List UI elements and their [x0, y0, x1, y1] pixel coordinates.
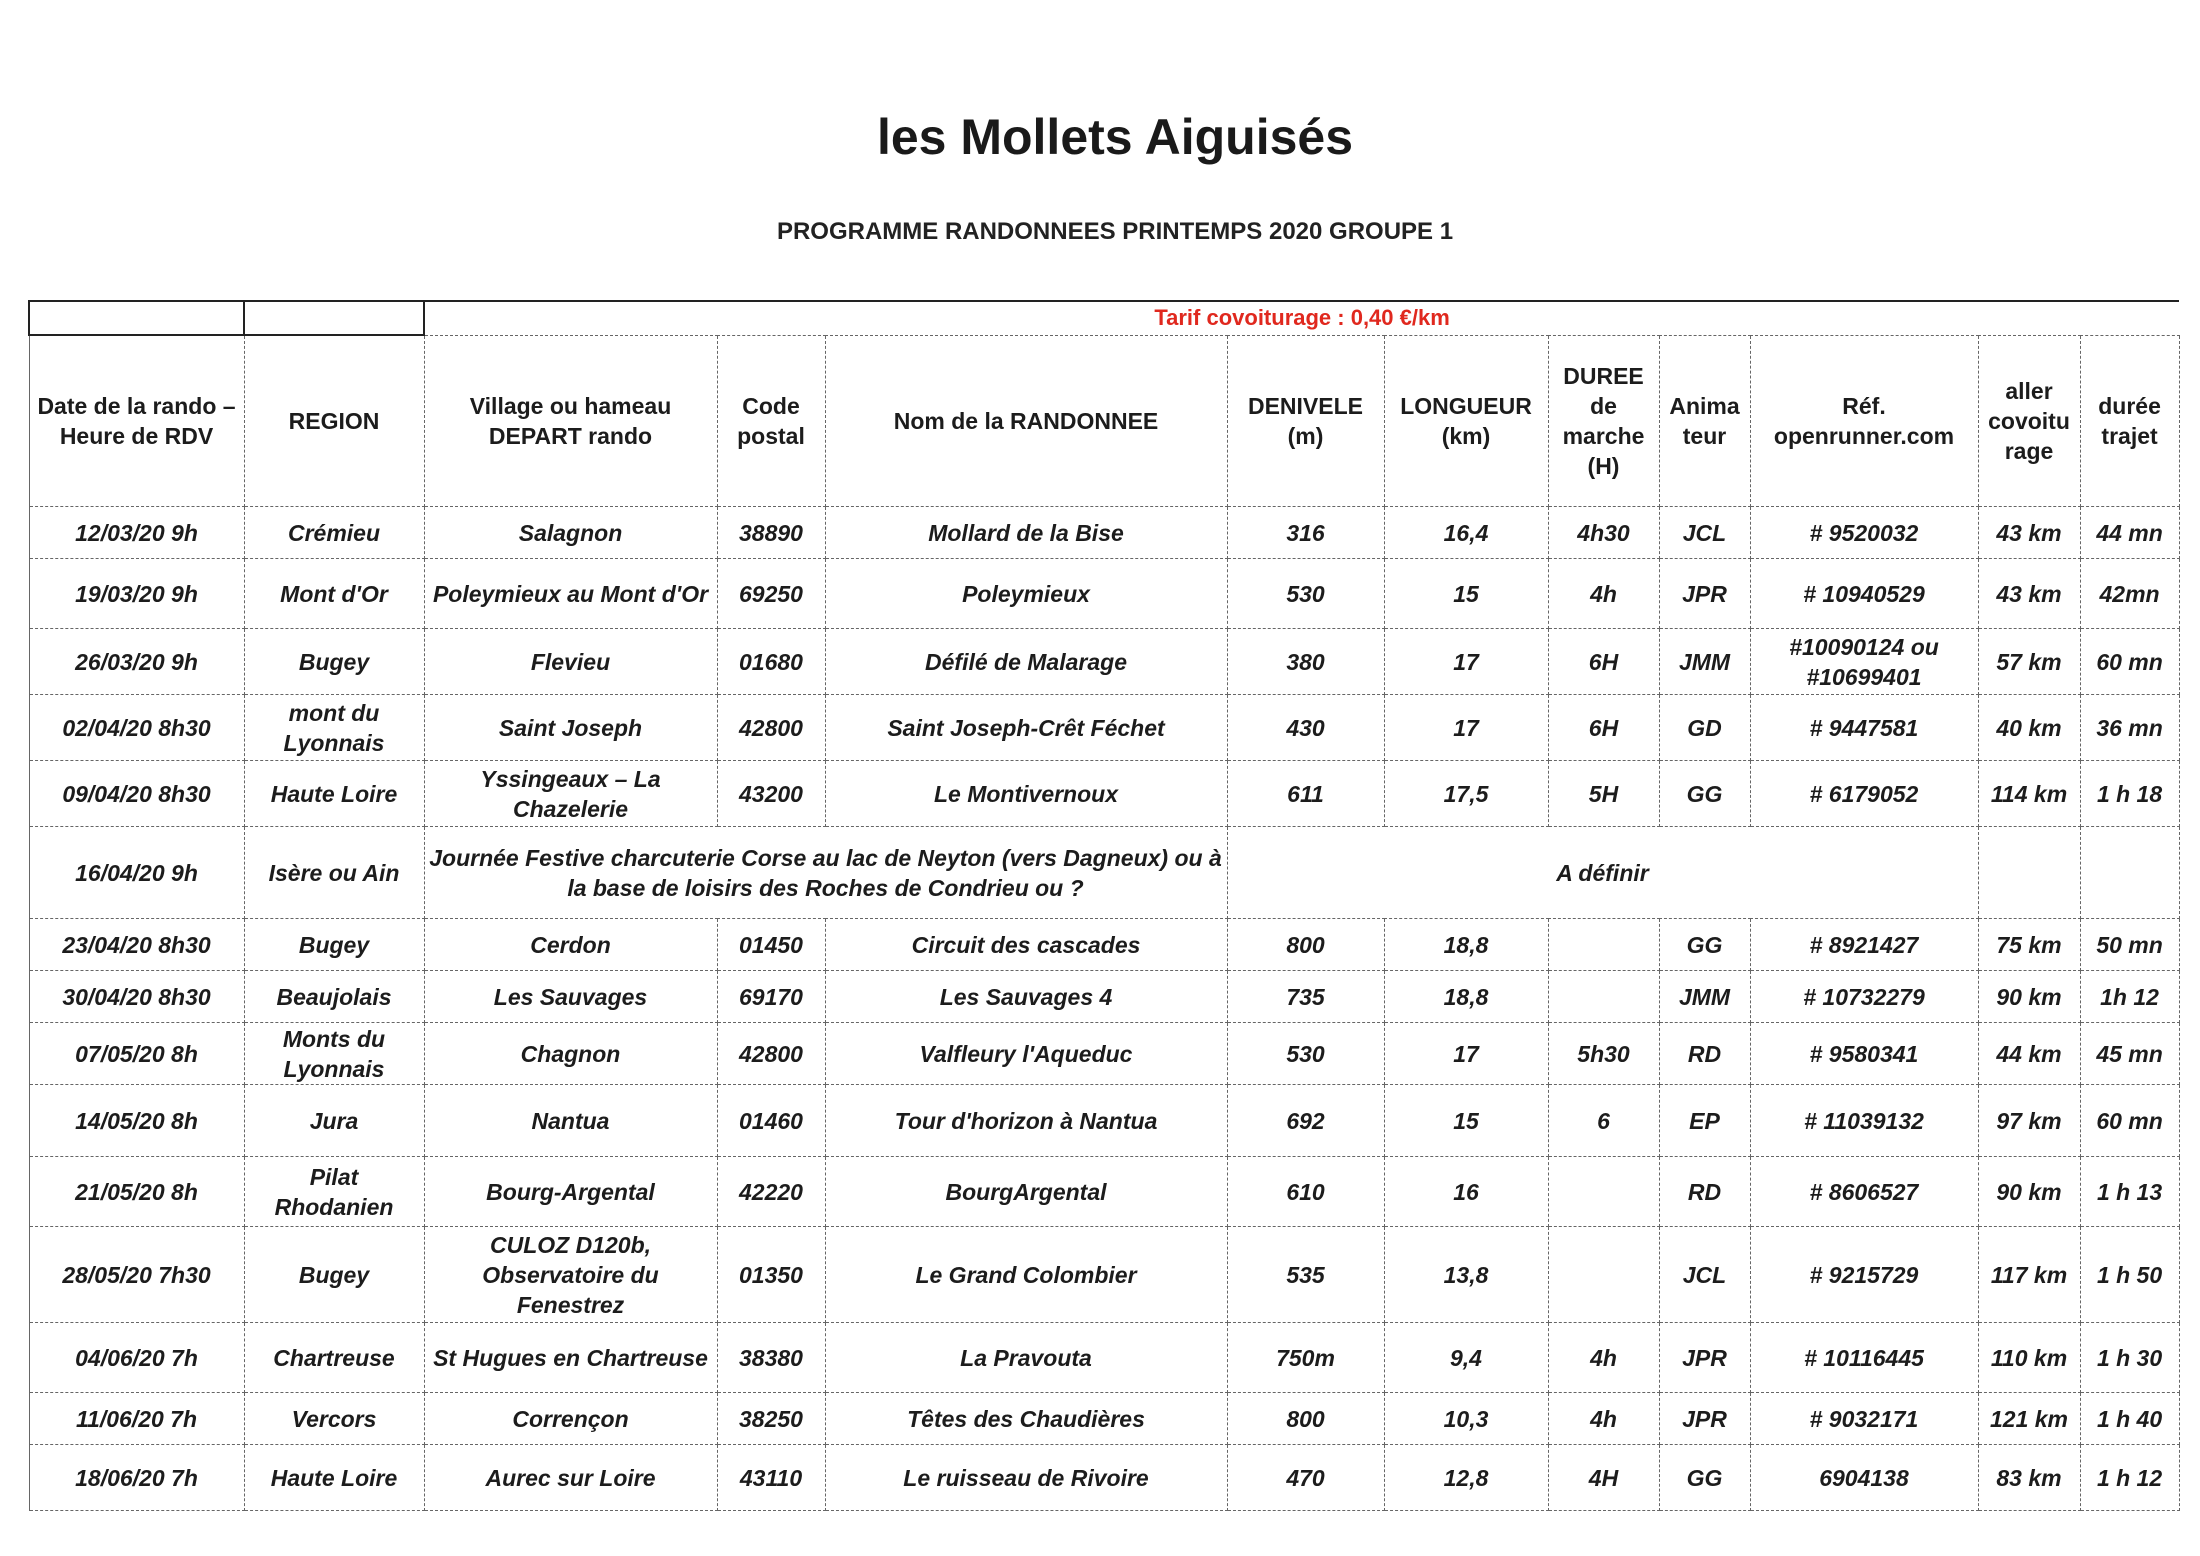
cell-duree: 5h30: [1548, 1023, 1659, 1085]
cell-ref: 6904138: [1750, 1445, 1978, 1511]
cell-code: 69170: [717, 971, 825, 1023]
cell-region: Vercors: [244, 1393, 424, 1445]
cell-nom: Défilé de Malarage: [825, 629, 1227, 695]
cell-date: 26/03/20 9h: [29, 629, 244, 695]
cell-village: Aurec sur Loire: [424, 1445, 717, 1511]
cell-code: 42220: [717, 1157, 825, 1227]
cell-duree: [1548, 1157, 1659, 1227]
program-table: [28, 300, 2180, 1511]
cell-aller: 75 km: [1978, 919, 2080, 971]
cell-duree: 4h: [1548, 1393, 1659, 1445]
table-row: [29, 1157, 2179, 1227]
tarif-empty-cell: [244, 301, 424, 335]
cell-ref: #10090124 ou #10699401: [1750, 629, 1978, 695]
table-row: [29, 1023, 2179, 1085]
cell-ref: # 6179052: [1750, 761, 1978, 827]
cell-region: mont du Lyonnais: [244, 695, 424, 761]
cell-duree: 4h30: [1548, 507, 1659, 559]
header-code: Code postal: [717, 335, 825, 507]
cell-ref: # 9447581: [1750, 695, 1978, 761]
cell-trajet: [2080, 827, 2179, 919]
cell-region: Jura: [244, 1085, 424, 1157]
cell-aller: 43 km: [1978, 507, 2080, 559]
cell-nom: Circuit des cascades: [825, 919, 1227, 971]
cell-denivele: 800: [1227, 919, 1384, 971]
table-row: [29, 761, 2179, 827]
cell-date: 23/04/20 8h30: [29, 919, 244, 971]
cell-animateur: JPR: [1659, 1323, 1750, 1393]
cell-animateur: RD: [1659, 1023, 1750, 1085]
cell-village: Poleymieux au Mont d'Or: [424, 559, 717, 629]
cell-animateur: JCL: [1659, 1227, 1750, 1323]
header-row: [29, 335, 2179, 507]
cell-trajet: 1 h 18: [2080, 761, 2179, 827]
cell-trajet: 36 mn: [2080, 695, 2179, 761]
cell-code: 38380: [717, 1323, 825, 1393]
cell-longueur: 17: [1384, 1023, 1548, 1085]
cell-longueur: 10,3: [1384, 1393, 1548, 1445]
cell-denivele: 800: [1227, 1393, 1384, 1445]
header-trajet: durée trajet: [2080, 335, 2179, 507]
cell-animateur: GD: [1659, 695, 1750, 761]
cell-duree: 4h: [1548, 1323, 1659, 1393]
cell-denivele: 610: [1227, 1157, 1384, 1227]
header-longueur: LONGUEUR (km): [1384, 335, 1548, 507]
cell-nom: Valfleury l'Aqueduc: [825, 1023, 1227, 1085]
cell-ref: # 9032171: [1750, 1393, 1978, 1445]
cell-ref: # 10116445: [1750, 1323, 1978, 1393]
cell-date: 21/05/20 8h: [29, 1157, 244, 1227]
cell-nom: Mollard de la Bise: [825, 507, 1227, 559]
cell-longueur: 17: [1384, 695, 1548, 761]
cell-village: Salagnon: [424, 507, 717, 559]
cell-aller: 57 km: [1978, 629, 2080, 695]
cell-denivele: 530: [1227, 559, 1384, 629]
cell-region: Bugey: [244, 629, 424, 695]
cell-trajet: 1 h 12: [2080, 1445, 2179, 1511]
cell-code: 01460: [717, 1085, 825, 1157]
cell-aller: 83 km: [1978, 1445, 2080, 1511]
cell-region: Bugey: [244, 1227, 424, 1323]
cell-code: 42800: [717, 1023, 825, 1085]
cell-date: 19/03/20 9h: [29, 559, 244, 629]
cell-trajet: 42mn: [2080, 559, 2179, 629]
cell-nom: Le ruisseau de Rivoire: [825, 1445, 1227, 1511]
cell-date: 30/04/20 8h30: [29, 971, 244, 1023]
cell-village: Nantua: [424, 1085, 717, 1157]
cell-duree: [1548, 1227, 1659, 1323]
cell-longueur: 12,8: [1384, 1445, 1548, 1511]
cell-animateur: JMM: [1659, 629, 1750, 695]
cell-duree: 6H: [1548, 629, 1659, 695]
cell-code: 69250: [717, 559, 825, 629]
cell-denivele: 470: [1227, 1445, 1384, 1511]
cell-event-note: A définir: [1227, 827, 1978, 919]
cell-trajet: 1 h 50: [2080, 1227, 2179, 1323]
cell-ref: # 9215729: [1750, 1227, 1978, 1323]
cell-ref: # 10732279: [1750, 971, 1978, 1023]
header-nom: Nom de la RANDONNEE: [825, 335, 1227, 507]
table-row-event: [29, 827, 2179, 919]
cell-ref: # 8606527: [1750, 1157, 1978, 1227]
cell-village: Les Sauvages: [424, 971, 717, 1023]
cell-nom: Les Sauvages 4: [825, 971, 1227, 1023]
page-title: les Mollets Aiguisés: [876, 109, 1354, 165]
cell-region: Pilat Rhodanien: [244, 1157, 424, 1227]
tarif-empty-cell: [29, 301, 244, 335]
cell-event-description: Journée Festive charcuterie Corse au lac de Neyton (vers Dagneux) ou à la base de loisirs des Roches de Condrieu ou ?: [424, 827, 1227, 919]
cell-denivele: 535: [1227, 1227, 1384, 1323]
cell-duree: 4H: [1548, 1445, 1659, 1511]
cell-village: Corrençon: [424, 1393, 717, 1445]
cell-date: 16/04/20 9h: [29, 827, 244, 919]
cell-region: Haute Loire: [244, 761, 424, 827]
cell-animateur: GG: [1659, 761, 1750, 827]
cell-denivele: 611: [1227, 761, 1384, 827]
cell-date: 14/05/20 8h: [29, 1085, 244, 1157]
cell-aller: 90 km: [1978, 1157, 2080, 1227]
cell-region: Chartreuse: [244, 1323, 424, 1393]
cell-duree: [1548, 971, 1659, 1023]
header-animateur: Anima teur: [1659, 335, 1750, 507]
cell-longueur: 17,5: [1384, 761, 1548, 827]
cell-animateur: EP: [1659, 1085, 1750, 1157]
header-denivele: DENIVELE (m): [1227, 335, 1384, 507]
cell-denivele: 316: [1227, 507, 1384, 559]
cell-denivele: 750m: [1227, 1323, 1384, 1393]
cell-ref: # 11039132: [1750, 1085, 1978, 1157]
cell-aller: 110 km: [1978, 1323, 2080, 1393]
cell-code: 01680: [717, 629, 825, 695]
cell-nom: Têtes des Chaudières: [825, 1393, 1227, 1445]
tarif-row: [29, 301, 2179, 335]
cell-trajet: 1 h 40: [2080, 1393, 2179, 1445]
cell-trajet: 44 mn: [2080, 507, 2179, 559]
cell-animateur: JPR: [1659, 559, 1750, 629]
cell-animateur: JMM: [1659, 971, 1750, 1023]
cell-nom: La Pravouta: [825, 1323, 1227, 1393]
cell-longueur: 15: [1384, 1085, 1548, 1157]
cell-nom: Le Grand Colombier: [825, 1227, 1227, 1323]
cell-village: CULOZ D120b, Observatoire du Fenestrez: [424, 1227, 717, 1323]
cell-date: 18/06/20 7h: [29, 1445, 244, 1511]
cell-code: 43110: [717, 1445, 825, 1511]
cell-village: Chagnon: [424, 1023, 717, 1085]
cell-duree: 6H: [1548, 695, 1659, 761]
tarif-label: Tarif covoiturage : 0,40 €/km: [424, 301, 2179, 335]
cell-code: 42800: [717, 695, 825, 761]
table-row: [29, 919, 2179, 971]
cell-animateur: GG: [1659, 1445, 1750, 1511]
cell-trajet: 60 mn: [2080, 1085, 2179, 1157]
cell-aller: 114 km: [1978, 761, 2080, 827]
cell-region: Bugey: [244, 919, 424, 971]
cell-date: 28/05/20 7h30: [29, 1227, 244, 1323]
cell-denivele: 692: [1227, 1085, 1384, 1157]
cell-denivele: 380: [1227, 629, 1384, 695]
cell-trajet: 1 h 30: [2080, 1323, 2179, 1393]
cell-aller: 44 km: [1978, 1023, 2080, 1085]
cell-aller: 97 km: [1978, 1085, 2080, 1157]
cell-animateur: JPR: [1659, 1393, 1750, 1445]
table-row: [29, 1323, 2179, 1393]
header-duree: DUREE de marche (H): [1548, 335, 1659, 507]
cell-duree: 6: [1548, 1085, 1659, 1157]
cell-region: Crémieu: [244, 507, 424, 559]
table-row: [29, 507, 2179, 559]
cell-aller: 40 km: [1978, 695, 2080, 761]
cell-trajet: 1h 12: [2080, 971, 2179, 1023]
cell-longueur: 9,4: [1384, 1323, 1548, 1393]
cell-region: Monts du Lyonnais: [244, 1023, 424, 1085]
cell-nom: Tour d'horizon à Nantua: [825, 1085, 1227, 1157]
cell-denivele: 530: [1227, 1023, 1384, 1085]
cell-code: 38890: [717, 507, 825, 559]
table-row: [29, 1227, 2179, 1323]
cell-nom: Le Montivernoux: [825, 761, 1227, 827]
header-aller: aller covoitu rage: [1978, 335, 2080, 507]
cell-village: Flevieu: [424, 629, 717, 695]
cell-code: 43200: [717, 761, 825, 827]
cell-village: Bourg-Argental: [424, 1157, 717, 1227]
cell-longueur: 16,4: [1384, 507, 1548, 559]
cell-longueur: 16: [1384, 1157, 1548, 1227]
cell-trajet: 60 mn: [2080, 629, 2179, 695]
cell-longueur: 18,8: [1384, 971, 1548, 1023]
table-row: [29, 1085, 2179, 1157]
cell-ref: # 10940529: [1750, 559, 1978, 629]
cell-trajet: 50 mn: [2080, 919, 2179, 971]
cell-village: Saint Joseph: [424, 695, 717, 761]
cell-aller: 90 km: [1978, 971, 2080, 1023]
table-row: [29, 695, 2179, 761]
cell-code: 01350: [717, 1227, 825, 1323]
cell-denivele: 735: [1227, 971, 1384, 1023]
cell-village: St Hugues en Chartreuse: [424, 1323, 717, 1393]
cell-date: 09/04/20 8h30: [29, 761, 244, 827]
cell-region: Mont d'Or: [244, 559, 424, 629]
cell-aller: 121 km: [1978, 1393, 2080, 1445]
cell-trajet: 45 mn: [2080, 1023, 2179, 1085]
cell-animateur: JCL: [1659, 507, 1750, 559]
cell-date: 12/03/20 9h: [29, 507, 244, 559]
cell-longueur: 18,8: [1384, 919, 1548, 971]
header-date: Date de la rando – Heure de RDV: [29, 335, 244, 507]
cell-longueur: 15: [1384, 559, 1548, 629]
header-region: REGION: [244, 335, 424, 507]
cell-duree: 5H: [1548, 761, 1659, 827]
cell-denivele: 430: [1227, 695, 1384, 761]
cell-nom: BourgArgental: [825, 1157, 1227, 1227]
cell-date: 11/06/20 7h: [29, 1393, 244, 1445]
cell-village: Cerdon: [424, 919, 717, 971]
table-row: [29, 1393, 2179, 1445]
cell-aller: [1978, 827, 2080, 919]
cell-date: 04/06/20 7h: [29, 1323, 244, 1393]
cell-trajet: 1 h 13: [2080, 1157, 2179, 1227]
cell-code: 38250: [717, 1393, 825, 1445]
cell-duree: [1548, 919, 1659, 971]
table-row: [29, 629, 2179, 695]
cell-nom: Saint Joseph-Crêt Féchet: [825, 695, 1227, 761]
cell-date: 02/04/20 8h30: [29, 695, 244, 761]
cell-aller: 117 km: [1978, 1227, 2080, 1323]
cell-region: Beaujolais: [244, 971, 424, 1023]
cell-animateur: GG: [1659, 919, 1750, 971]
cell-ref: # 9580341: [1750, 1023, 1978, 1085]
page-subtitle: PROGRAMME RANDONNEES PRINTEMPS 2020 GROUPE 1: [776, 218, 1454, 245]
table-row: [29, 971, 2179, 1023]
cell-nom: Poleymieux: [825, 559, 1227, 629]
cell-longueur: 17: [1384, 629, 1548, 695]
cell-region: Isère ou Ain: [244, 827, 424, 919]
cell-animateur: RD: [1659, 1157, 1750, 1227]
cell-longueur: 13,8: [1384, 1227, 1548, 1323]
cell-duree: 4h: [1548, 559, 1659, 629]
cell-date: 07/05/20 8h: [29, 1023, 244, 1085]
cell-ref: # 9520032: [1750, 507, 1978, 559]
cell-code: 01450: [717, 919, 825, 971]
cell-region: Haute Loire: [244, 1445, 424, 1511]
cell-ref: # 8921427: [1750, 919, 1978, 971]
table-row: [29, 1445, 2179, 1511]
header-village: Village ou hameau DEPART rando: [424, 335, 717, 507]
header-ref: Réf. openrunner.com: [1750, 335, 1978, 507]
cell-village: Yssingeaux – La Chazelerie: [424, 761, 717, 827]
table-row: [29, 559, 2179, 629]
cell-aller: 43 km: [1978, 559, 2080, 629]
